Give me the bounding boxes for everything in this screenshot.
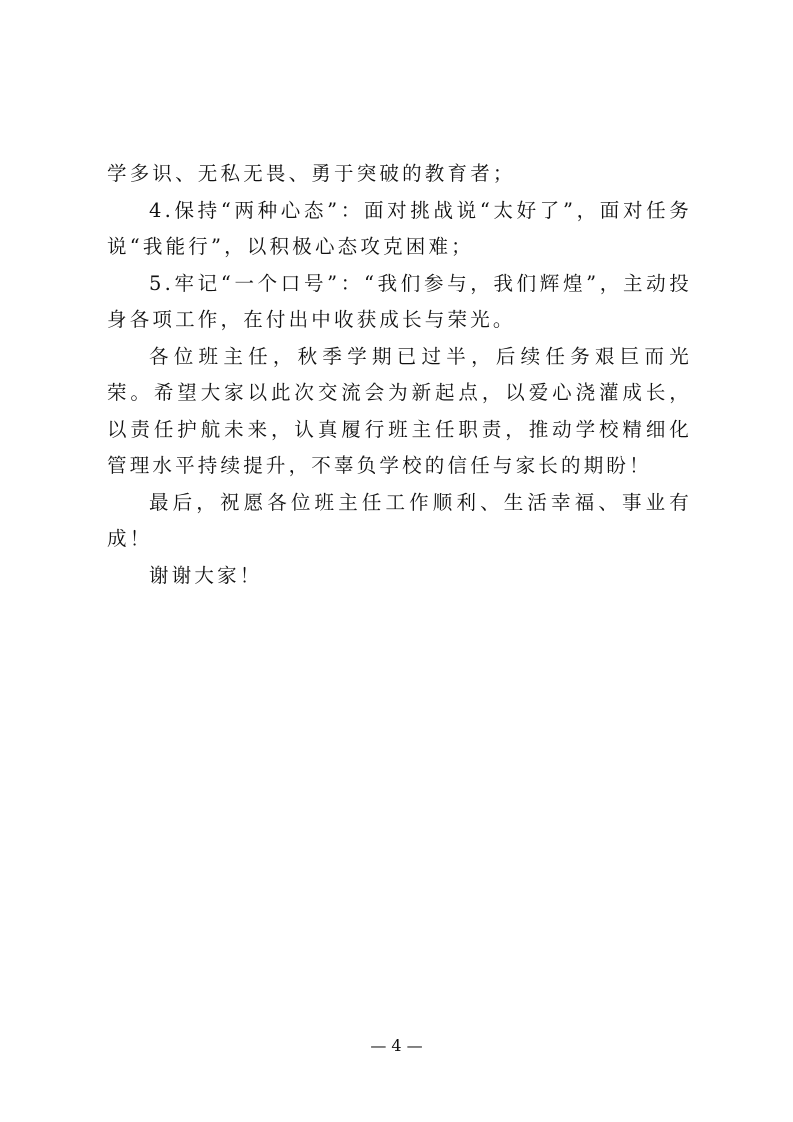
paragraph-item-4: 4.保持“两种心态”：面对挑战说“太好了”，面对任务说“我能行”，以积极心态攻克困难； xyxy=(107,198,692,258)
paragraph-closing-appeal: 各位班主任，秋季学期已过半，后续任务艰巨而光荣。希望大家以此次交流会为新起点，以爱心浇灌成长，以责任护航未来，认真履行班主任职责，推动学校精细化管理水平持续提升，不辜负学校的信任与家长的期盼！ xyxy=(107,344,692,477)
paragraph-wishes: 最后，祝愿各位班主任工作顺利、生活幸福、事业有成！ xyxy=(107,490,692,550)
paragraph-continuation: 学多识、无私无畏、勇于突破的教育者； xyxy=(107,162,516,185)
page-number: — 4 — xyxy=(370,1036,423,1055)
paragraph-thanks: 谢谢大家！ xyxy=(149,563,263,587)
paragraph-item-5: 5.牢记“一个口号”：“我们参与，我们辉煌”，主动投身各项工作，在付出中收获成长与荣光。 xyxy=(107,271,692,331)
document-body xyxy=(107,156,692,594)
